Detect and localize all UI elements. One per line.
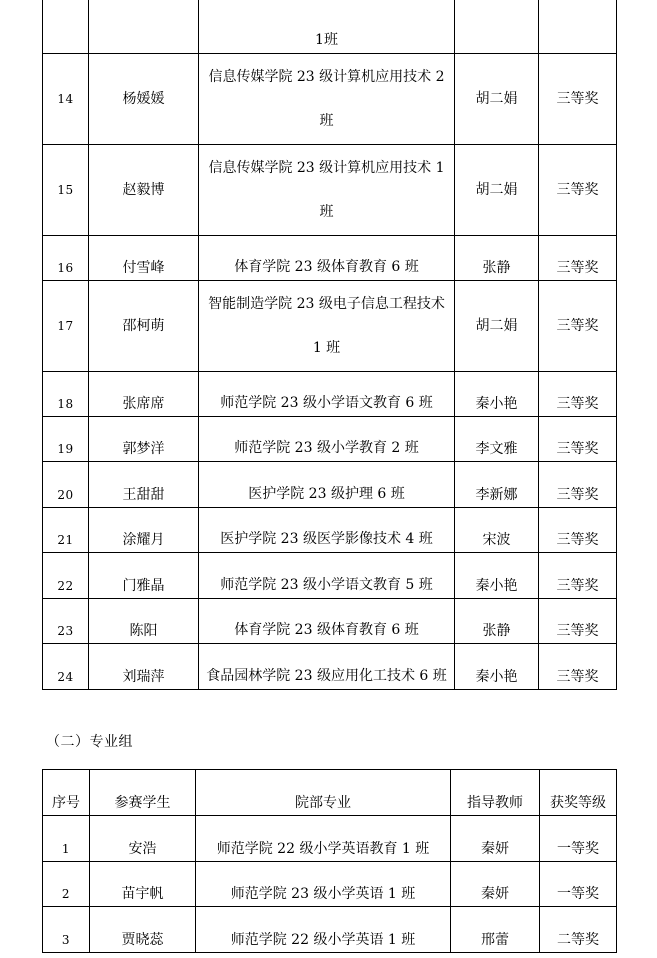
cell-no: 22 (43, 553, 89, 599)
table-row (43, 236, 617, 281)
cell-name: 刘瑞萍 (89, 644, 199, 690)
cell-no: 2 (43, 862, 90, 907)
cell-teacher: 李文雅 (455, 417, 539, 462)
cell-name: 门雅晶 (89, 553, 199, 599)
cell-name: 陈阳 (89, 599, 199, 644)
cell-teacher (455, 0, 539, 54)
cell-name: 邵柯萌 (89, 281, 199, 372)
table-row (43, 281, 617, 372)
table-row (43, 553, 617, 599)
cell-dept: 师范学院 22 级小学英语 1 班 (196, 907, 451, 953)
table-row (43, 462, 617, 508)
cell-dept (199, 417, 455, 462)
dept-line: 信息传媒学院 23 级计算机应用技术 1 (208, 159, 445, 176)
cell-award: 一等奖 (540, 862, 617, 907)
cell-award: 三等奖 (539, 599, 617, 644)
cell-dept (199, 0, 455, 54)
cell-award: 三等奖 (539, 462, 617, 508)
cell-dept: 师范学院 23 级小学英语 1 班 (196, 862, 451, 907)
table-row (43, 417, 617, 462)
cell-teacher: 秦小艳 (455, 644, 539, 690)
cell-award: 三等奖 (539, 508, 617, 553)
table-row (43, 145, 617, 236)
dept-line: 食品园林学院 23 级应用化工技术 6 班 (206, 668, 447, 684)
cell-no: 20 (43, 462, 89, 508)
cell-award: 一等奖 (540, 816, 617, 862)
dept-line: 师范学院 23 级小学教育 2 班 (234, 440, 419, 456)
cell-name: 张席席 (89, 372, 199, 417)
cell-dept (199, 508, 455, 553)
cell-teacher: 张静 (455, 236, 539, 281)
table-row (43, 0, 617, 54)
table-row (43, 508, 617, 553)
dept-line: 医护学院 23 级医学影像技术 4 班 (220, 531, 433, 547)
section-heading: （二）专业组 (46, 734, 133, 750)
cell-no: 21 (43, 508, 89, 553)
cell-no: 14 (43, 54, 89, 145)
dept-line: 智能制造学院 23 级电子信息工程技术 (208, 295, 445, 312)
dept-line: 医护学院 23 级护理 6 班 (248, 486, 405, 502)
cell-no: 15 (43, 145, 89, 236)
cell-award: 三等奖 (539, 372, 617, 417)
cell-no: 1 (43, 816, 90, 862)
cell-teacher: 胡二娟 (455, 54, 539, 145)
cell-award: 二等奖 (540, 907, 617, 953)
cell-teacher: 张静 (455, 599, 539, 644)
cell-teacher: 胡二娟 (455, 145, 539, 236)
dept-line: 班 (319, 203, 334, 220)
table-row (43, 54, 617, 145)
header-no: 序号 (43, 770, 90, 816)
dept-line: 1班 (315, 32, 338, 48)
cell-dept (199, 236, 455, 281)
cell-no: 3 (43, 907, 90, 953)
cell-no: 16 (43, 236, 89, 281)
cell-dept (199, 553, 455, 599)
cell-name: 涂耀月 (89, 508, 199, 553)
table-row (43, 372, 617, 417)
cell-award: 三等奖 (539, 236, 617, 281)
cell-no: 19 (43, 417, 89, 462)
cell-dept (199, 462, 455, 508)
cell-name: 杨媛媛 (89, 54, 199, 145)
cell-award: 三等奖 (539, 281, 617, 372)
cell-name: 苗宇帆 (90, 862, 196, 907)
cell-award: 三等奖 (539, 553, 617, 599)
cell-name (89, 0, 199, 54)
table-row (43, 644, 617, 690)
table-row (43, 816, 617, 862)
table-header-row (43, 770, 617, 816)
dept-line: 1 班 (312, 339, 341, 356)
header-award: 获奖等级 (540, 770, 617, 816)
cell-name: 赵毅博 (89, 145, 199, 236)
cell-teacher: 秦妍 (451, 816, 540, 862)
cell-teacher: 邢蕾 (451, 907, 540, 953)
dept-line: 师范学院 23 级小学语文教育 6 班 (220, 395, 433, 411)
cell-no: 17 (43, 281, 89, 372)
cell-no (43, 0, 89, 54)
cell-name: 郭梦洋 (89, 417, 199, 462)
dept-line: 信息传媒学院 23 级计算机应用技术 2 (208, 68, 445, 85)
header-name: 参赛学生 (90, 770, 196, 816)
awards-table-continued (42, 0, 617, 690)
cell-dept (199, 372, 455, 417)
cell-no: 18 (43, 372, 89, 417)
header-teacher: 指导教师 (451, 770, 540, 816)
cell-teacher: 秦妍 (451, 862, 540, 907)
cell-dept (199, 599, 455, 644)
cell-award: 三等奖 (539, 417, 617, 462)
dept-line: 体育学院 23 级体育教育 6 班 (234, 259, 419, 275)
cell-name: 王甜甜 (89, 462, 199, 508)
cell-teacher: 宋波 (455, 508, 539, 553)
cell-name: 付雪峰 (89, 236, 199, 281)
cell-no: 23 (43, 599, 89, 644)
table-row (43, 599, 617, 644)
cell-dept (199, 54, 455, 145)
dept-line: 体育学院 23 级体育教育 6 班 (234, 622, 419, 638)
cell-dept (199, 644, 455, 690)
cell-teacher: 李新娜 (455, 462, 539, 508)
cell-teacher: 秦小艳 (455, 372, 539, 417)
cell-award (539, 0, 617, 54)
cell-award: 三等奖 (539, 644, 617, 690)
table-row (43, 862, 617, 907)
table-row (43, 907, 617, 953)
cell-award: 三等奖 (539, 145, 617, 236)
cell-dept (199, 281, 455, 372)
cell-dept (199, 145, 455, 236)
cell-no: 24 (43, 644, 89, 690)
header-dept: 院部专业 (196, 770, 451, 816)
cell-name: 安浩 (90, 816, 196, 862)
dept-line: 班 (319, 112, 334, 129)
cell-dept: 师范学院 22 级小学英语教育 1 班 (196, 816, 451, 862)
professional-group-table (42, 769, 617, 953)
cell-name: 贾晓蕊 (90, 907, 196, 953)
cell-teacher: 秦小艳 (455, 553, 539, 599)
cell-teacher: 胡二娟 (455, 281, 539, 372)
cell-award: 三等奖 (539, 54, 617, 145)
dept-line: 师范学院 23 级小学语文教育 5 班 (220, 577, 433, 593)
